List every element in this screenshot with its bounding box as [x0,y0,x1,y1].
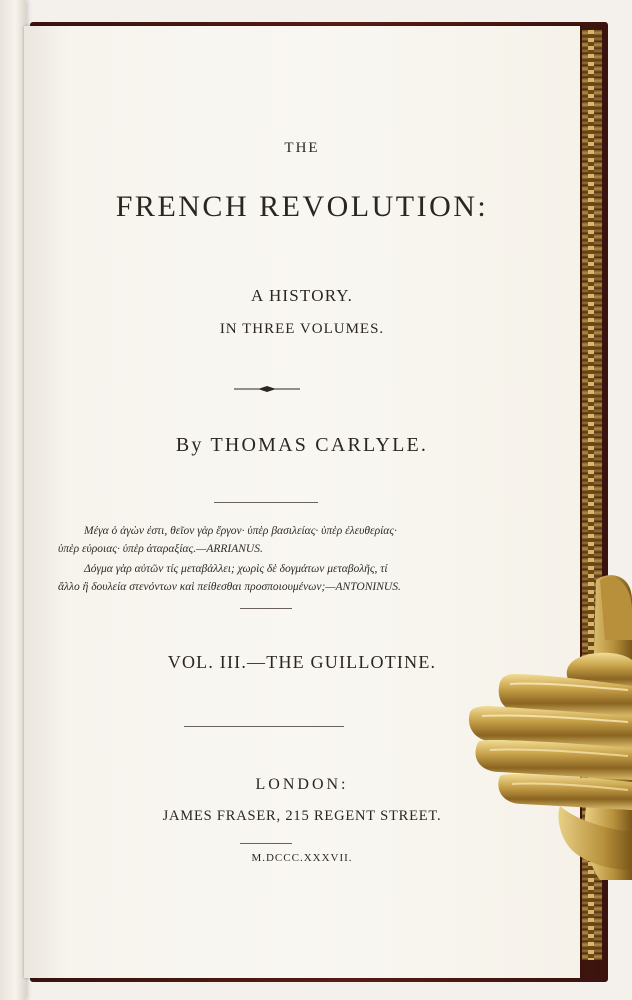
ornament-divider [234,384,300,394]
title-the: THE [284,140,320,156]
author-name: THOMAS CARLYLE. [210,434,429,456]
title-page [24,26,580,978]
subtitle: A HISTORY. [250,286,354,305]
author-line [24,434,580,457]
volumes-line: IN THREE VOLUMES. [219,321,385,337]
epigraph-line-3: Δόγμα γὰρ αὐτῶν τίς μεταβάλλει; χωρὶς δὲ δογμάτων μεταβολῆς, τί [84,563,388,575]
city-line: LONDON: [255,776,349,793]
publication-date: M.DCCC.XXXVII. [251,852,353,864]
divider-rule [214,502,318,503]
epigraph-line-4: ἄλλο ἢ δουλεία στενόντων καὶ πείθεσθαι προσποιουμένων;—ANTONINUS. [58,581,401,593]
divider-rule [240,843,292,844]
left-page-edge [0,0,26,1000]
main-title: FRENCH REVOLUTION: [115,190,489,223]
gilt-inner-tooling [588,30,594,960]
epigraph-line-2: ὑπὲρ εὐροιας· ὑπὲρ ἀταραξίας.—ARRIANUS. [58,543,263,555]
epigraph-line-1: Μέγα ὁ ἀγὼν ἐστι, θεῖον γὰρ ἔργον· ὑπὲρ βασιλείας· ὑπὲρ ἐλευθερίας· [84,525,397,537]
author-prefix: By [175,434,204,456]
volume-title: VOL. III.—THE GUILLOTINE. [167,652,437,672]
divider-rule [184,726,344,727]
divider-rule [240,608,292,609]
publisher-line: JAMES FRASER, 215 REGENT STREET. [162,808,442,824]
